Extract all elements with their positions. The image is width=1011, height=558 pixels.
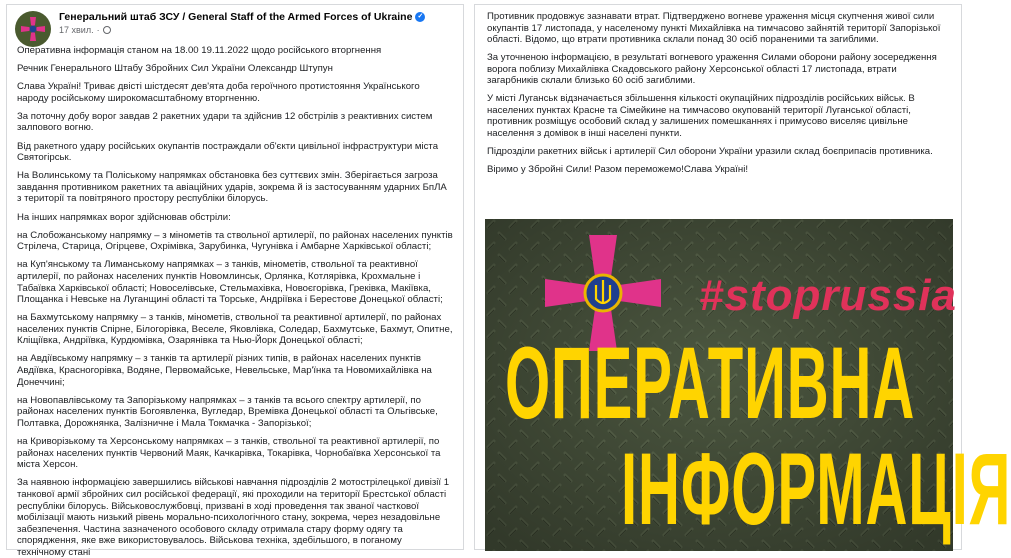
paragraph: Віримо у Збройні Сили! Разом переможемо!Слава Україні! <box>487 163 748 175</box>
post-time[interactable]: 17 хвил. <box>59 25 94 35</box>
paragraph: На Волинському та Поліському напрямках обстановка без суттєвих змін. Зберігається загроза завдання противником ракетних та авіаційних ударів, зокрема й із застосуванням ударних БпЛА з території та повітряного простору республіки білорусь. <box>17 170 447 205</box>
paragraph: на Бахмутському напрямку – з танків, мінометів, ствольної та реактивної артилерії, по районах населених пунктів Спірне, Білогорівка, Веселе, Яковлівка, Соледар, Бахмутське, Бахмут, Опитне, Кліщіївка, Андріївка, Курдюмівка, Озарянівка та Нью-Йорк Донецької області; <box>17 312 453 347</box>
post-header <box>7 5 463 45</box>
paragraph: на Куп'янському та Лиманському напрямках – з танків, мінометів, ствольної та реактивної артилерії, по районах населених пунктів Новомлинськ, Орлянка, Котлярівка, Крохмальне і Табаївка Харківської області; Новоселівське, Стельмахівка, Новоєгорівка, Греківка, Макіївка, Площанка і Невське на Луганщині області та Торське, Андріївка і Берестове Донецької області; <box>17 259 443 306</box>
paragraph: Противник продовжує зазнавати втрат. Підтверджено вогневе ураження місця скупчення живої сили окупантів 17 листопада, у населеному пункті Михайлівка на тимчасово зайнятій території Запорізької області. Відомо, що втрати противника склали понад 30 осіб пораненими та загиблими. <box>487 11 941 46</box>
paragraph: За поточну добу ворог завдав 2 ракетних удари та здійснив 12 обстрілів з реактивних систем залпового вогню. <box>17 110 433 134</box>
page-name[interactable]: Генеральний штаб ЗСУ / General Staff of the Armed Forces of Ukraine <box>59 11 413 23</box>
post-text-left <box>7 45 463 558</box>
paragraph: Підрозділи ракетних військ і артилерії Сил оборони України уразили склад боєприпасів противника. <box>487 145 933 157</box>
globe-icon <box>103 26 111 34</box>
paragraph: Оперативна інформація станом на 18.00 19.11.2022 щодо російського вторгнення <box>17 45 382 56</box>
post-right-column <box>474 4 1011 550</box>
paragraph: на Криворізькому та Херсонському напрямках – з танків, ствольної та реактивної артилерії, по районах населених пунктів Червоний Маяк, Качкарівка, Токарівка, Чорнобаївка Херсонської та міста Херсон. <box>17 436 441 471</box>
paragraph: Від ракетного удару російських окупантів постраждали об'єкти цивільної інфраструктури міста Святогірськ. <box>17 140 439 164</box>
paragraph: На інших напрямках ворог здійснював обстріли: <box>17 211 231 223</box>
paragraph: У місті Луганськ відзначається збільшення кількості окупаційних підрозділів російських військ. В населених пунктах Красне та Сімейкине на тимчасово окупованій території Луганської області, противник розміщує особовий склад у залишених помешканнях і примусово виселяє цивільне населення з домівок в інші населені пункти. <box>487 93 915 139</box>
paragraph: на Новопавлівському та Запорізькому напрямках – з танків та всього спектру артилерії, по районах населених пунктів Богоявленка, Вугледар, Времівка Донецької області та Ольгівське, Полтавка, Дорожнянка, Залізничне і Мала Токмачка - Запорізької; <box>17 394 438 429</box>
image-title-line-2: ІНФОРМАЦІЯ <box>621 430 1011 546</box>
page-avatar[interactable] <box>15 11 51 47</box>
post-image[interactable] <box>485 219 1011 551</box>
post-text-right <box>475 5 961 175</box>
paragraph: За наявною інформацією завершились військові навчання підрозділів 2 мотострілецької дивізії 1 танкової армії збройних сил російської федерації, які проходили на території Брестської області республіки білорусь. Військовослужбовці, призвані в ході проведення так званої часткової мобілізації мають низький рівень морально-психологічного стану, зокрема, через незадовільне забезпечення. Частина зазначеного особового складу отримала стару форму одягу та спорядження, яке вже використовувалось. Військова техніка, здебільшого, в поганому технічному стані <box>17 477 450 558</box>
paragraph: на Слобожанському напрямку – з мінометів та ствольної артилерії, по районах населених пунктів Стрілеча, Старица, Огірцеве, Охрімівка, Зарубинка, Чугунівка і Амбарне Харківської області; <box>17 229 453 253</box>
verified-badge-icon: ✓ <box>415 12 425 22</box>
image-title-line-1: ОПЕРАТИВНА <box>505 324 916 440</box>
cross-emblem-icon <box>20 16 46 42</box>
paragraph: За уточненою інформацією, в результаті вогневого ураження Силами оборони району зосередження ворога поблизу Михайлівка Скадовського району Херсонської області 17 листопада, втрати загарбників склали близько 60 осіб загиблими. <box>487 52 937 87</box>
paragraph: на Авдіївському напрямку – з танків та артилерії різних типів, в районах населених пунктів Авдіївка, Красногорівка, Водяне, Первомайське, Невельське, Мар'їнка та Новомихайлівка на Донеччині; <box>17 353 432 388</box>
hashtag-text: #stoprussia <box>699 271 957 320</box>
page-name-link[interactable] <box>59 11 425 23</box>
paragraph: Речник Генерального Штабу Збройних Сил України Олександр Штупун <box>17 63 333 75</box>
meta-separator: · <box>96 25 100 35</box>
paragraph: Слава Україні! Триває двісті шістдесят дев'ята доба героїчного протистояння Українського народу російському широкомасштабному вторгненню. <box>17 81 420 104</box>
post-meta <box>59 25 425 35</box>
post-left-column <box>6 4 464 558</box>
